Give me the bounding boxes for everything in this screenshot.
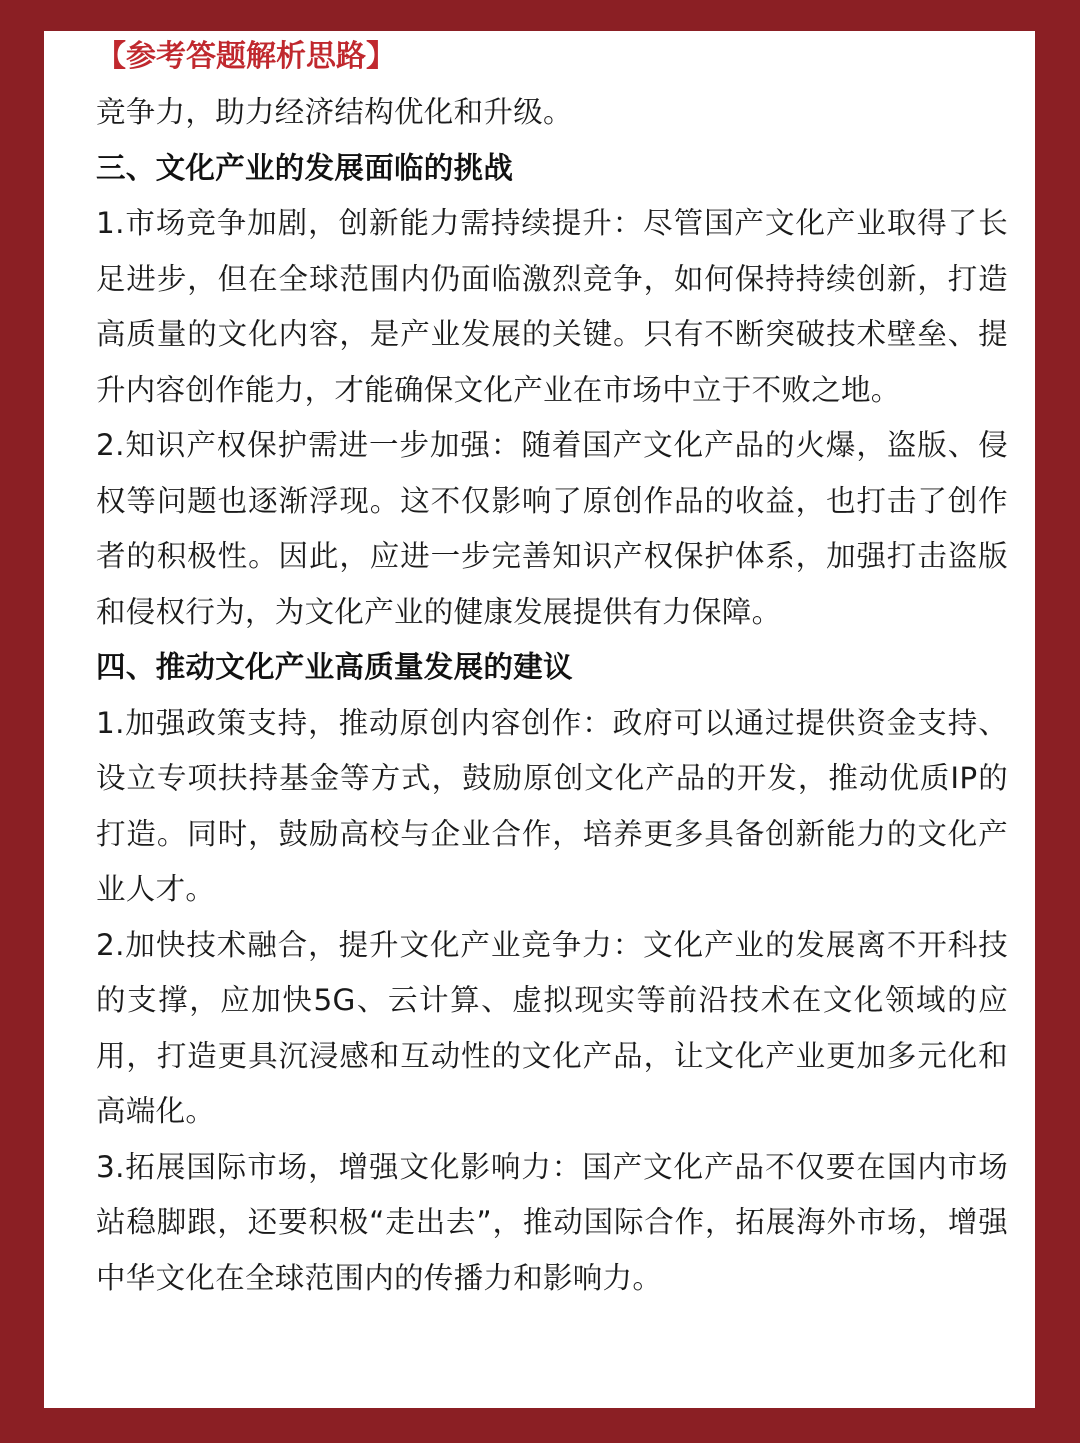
section-heading: 三、文化产业的发展面临的挑战	[96, 150, 514, 185]
paragraph: 1.加强政策支持，推动原创内容创作：政府可以通过提供资金支持、设立专项扶持基金等方式，鼓励原创文化产品的开发，推动优质IP的打造。同时，鼓励高校与企业合作，培养更多具备创新能力的文化产业人才。	[96, 705, 1008, 906]
section-heading: 四、推动文化产业高质量发展的建议	[96, 650, 573, 684]
paragraph: 竞争力，助力经济结构优化和升级。	[96, 95, 573, 129]
document-body	[96, 85, 1008, 1306]
paragraph: 2.加快技术融合，提升文化产业竞争力：文化产业的发展离不开科技的支撑，应加快5G、云计算、虚拟现实等前沿技术在文化领域的应用，打造更具沉浸感和互动性的文化产品，让文化产业更加多元化和高端化。	[96, 927, 1008, 1128]
paragraph: 3.拓展国际市场，增强文化影响力：国产文化产品不仅要在国内市场站稳脚跟，还要积极“走出去”，推动国际合作，拓展海外市场，增强中华文化在全球范围内的传播力和影响力。	[96, 1149, 1008, 1295]
document-title: 【参考答题解析思路】	[96, 39, 396, 74]
document-card	[44, 31, 1035, 1408]
paragraph: 1.市场竞争加剧，创新能力需持续提升：尽管国产文化产业取得了长足进步，但在全球范围内仍面临激烈竞争，如何保持持续创新，打造高质量的文化内容，是产业发展的关键。只有不断突破技术壁垒、提升内容创作能力，才能确保文化产业在市场中立于不败之地。	[96, 206, 1008, 407]
paragraph: 2.知识产权保护需进一步加强：随着国产文化产品的火爆，盗版、侵权等问题也逐渐浮现。这不仅影响了原创作品的收益，也打击了创作者的积极性。因此，应进一步完善知识产权保护体系，加强打击盗版和侵权行为，为文化产业的健康发展提供有力保障。	[96, 428, 1008, 629]
